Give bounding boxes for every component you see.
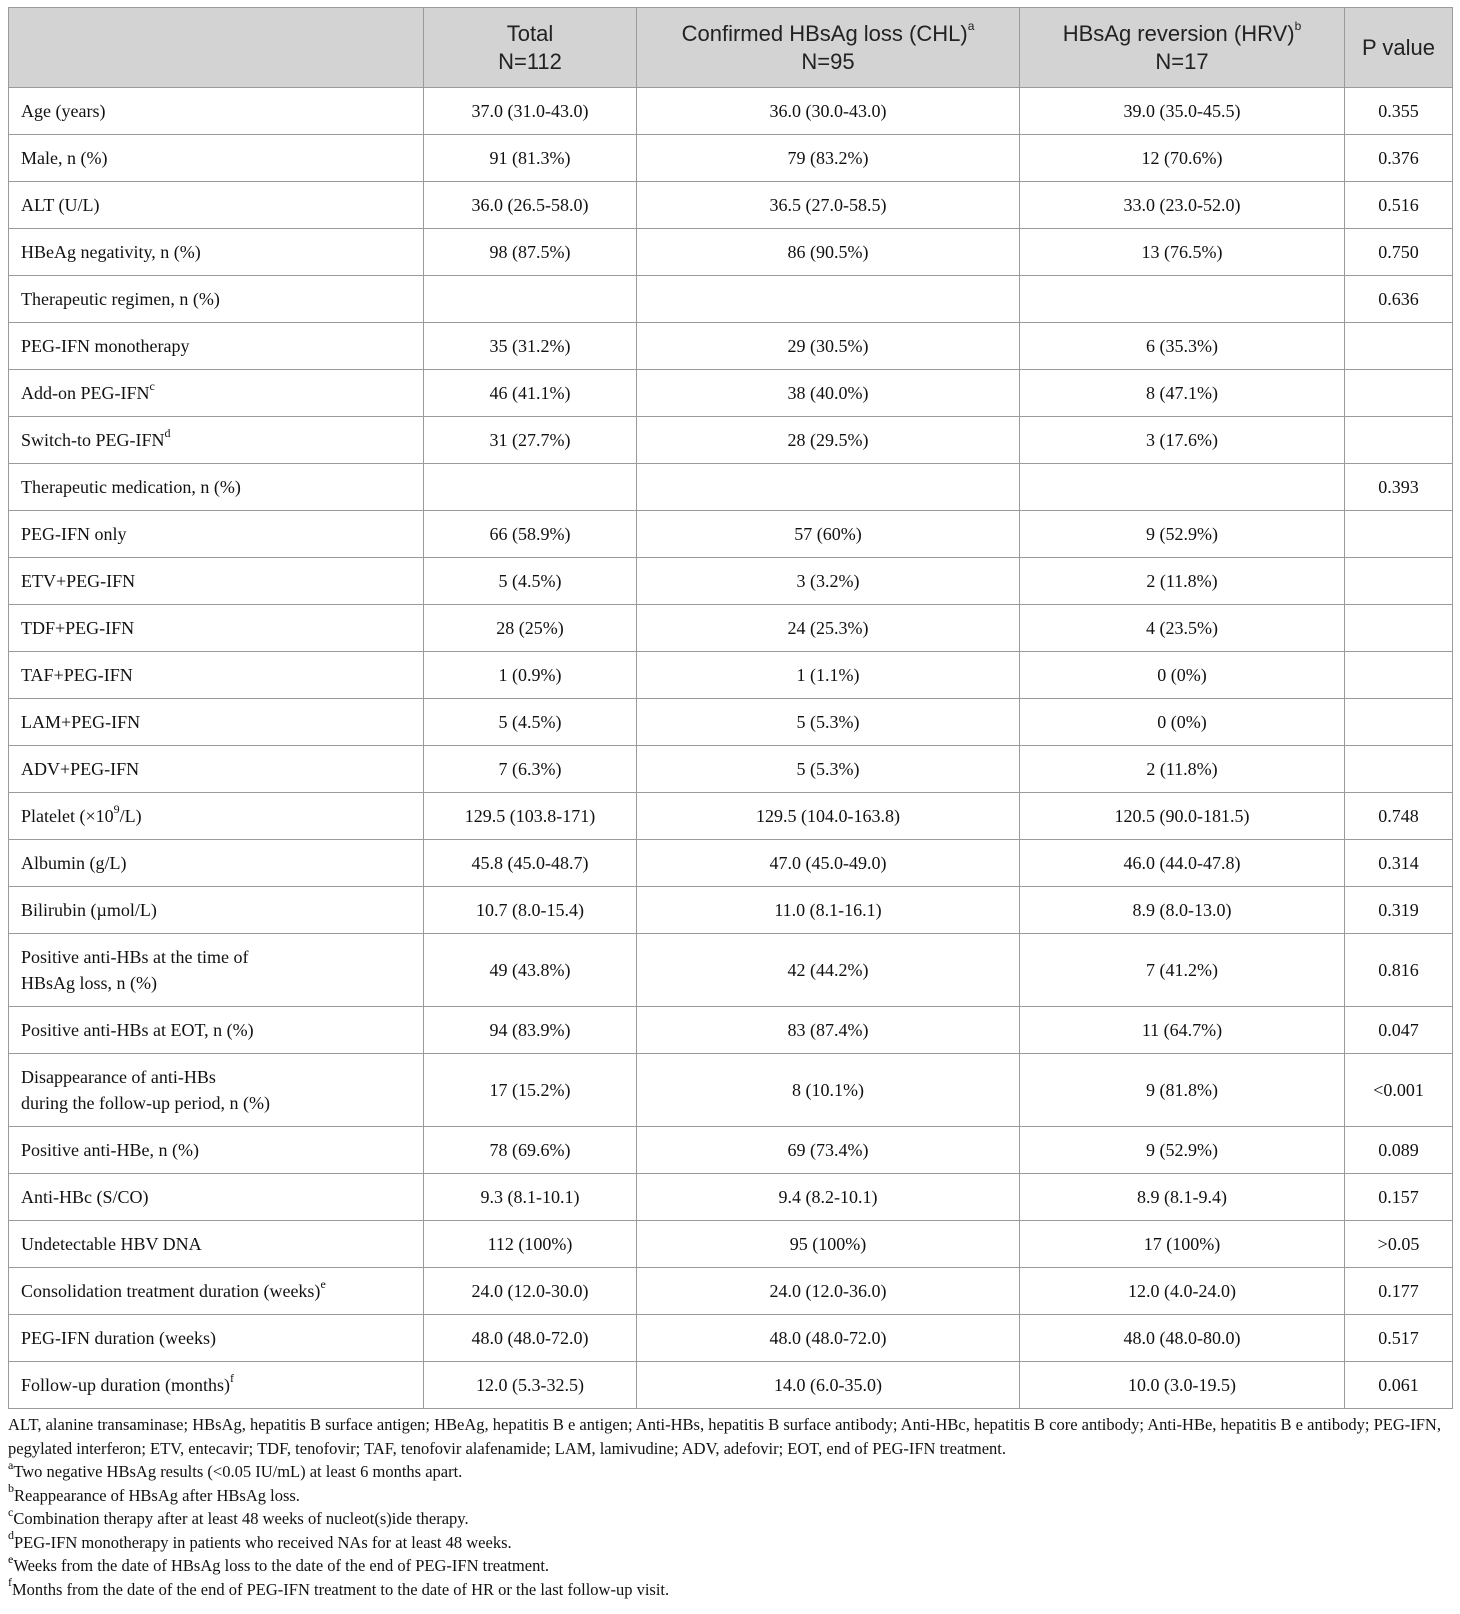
table-row (9, 558, 1453, 605)
cell-hrv: 9 (52.9%) (1020, 1127, 1345, 1174)
cell-total: 24.0 (12.0-30.0) (424, 1268, 637, 1315)
cell-total: 10.7 (8.0-15.4) (424, 887, 637, 934)
table-row (9, 182, 1453, 229)
table-row (9, 793, 1453, 840)
baseline-characteristics-table (8, 7, 1453, 1409)
cell-total: 49 (43.8%) (424, 934, 637, 1007)
cell-p (1345, 370, 1453, 417)
cell-hrv (1020, 276, 1345, 323)
cell-total: 7 (6.3%) (424, 746, 637, 793)
cell-p (1345, 323, 1453, 370)
row-label: Disappearance of anti-HBs during the follow-up period, n (%) (9, 1054, 424, 1127)
cell-chl: 79 (83.2%) (637, 135, 1020, 182)
cell-p: 0.157 (1345, 1174, 1453, 1221)
row-label: ALT (U/L) (9, 182, 424, 229)
cell-hrv: 6 (35.3%) (1020, 323, 1345, 370)
cell-hrv: 120.5 (90.0-181.5) (1020, 793, 1345, 840)
cell-chl: 11.0 (8.1-16.1) (637, 887, 1020, 934)
table-row (9, 229, 1453, 276)
cell-total: 28 (25%) (424, 605, 637, 652)
cell-p: 0.393 (1345, 464, 1453, 511)
table-row (9, 887, 1453, 934)
cell-total: 112 (100%) (424, 1221, 637, 1268)
cell-chl: 24.0 (12.0-36.0) (637, 1268, 1020, 1315)
cell-p: 0.516 (1345, 182, 1453, 229)
cell-p: 0.816 (1345, 934, 1453, 1007)
header-chl-n: N=95 (801, 48, 855, 74)
cell-total: 12.0 (5.3-32.5) (424, 1362, 637, 1409)
row-label: Positive anti-HBs at the time of HBsAg loss, n (%) (9, 934, 424, 1007)
cell-chl: 29 (30.5%) (637, 323, 1020, 370)
table-row (9, 511, 1453, 558)
row-label: Therapeutic regimen, n (%) (9, 276, 424, 323)
cell-total: 9.3 (8.1-10.1) (424, 1174, 637, 1221)
table-row (9, 699, 1453, 746)
cell-p (1345, 605, 1453, 652)
header-label-column (9, 8, 424, 88)
cell-total: 129.5 (103.8-171) (424, 793, 637, 840)
cell-total: 31 (27.7%) (424, 417, 637, 464)
table-row (9, 1127, 1453, 1174)
cell-chl: 8 (10.1%) (637, 1054, 1020, 1127)
cell-hrv: 12.0 (4.0-24.0) (1020, 1268, 1345, 1315)
cell-hrv: 4 (23.5%) (1020, 605, 1345, 652)
cell-total: 35 (31.2%) (424, 323, 637, 370)
row-label: ETV+PEG-IFN (9, 558, 424, 605)
cell-chl (637, 276, 1020, 323)
row-label: Switch-to PEG-IFN$^d$ (9, 417, 424, 464)
cell-hrv: 48.0 (48.0-80.0) (1020, 1315, 1345, 1362)
footnote-abbreviations: ALT, alanine transaminase; HBsAg, hepatitis B surface antigen; HBeAg, hepatitis B e antigen; Anti-HBs, hepatitis B surface antibody; Anti-HBc, hepatitis B core antibody; Anti-HBe, hepatitis B e antibody; PEG-IFN, pegylated interferon; ETV, entecavir; TDF, tenofovir; TAF, tenofovir alafenamide; LAM, lamivudine; ADV, adefovir; EOT, end of PEG-IFN treatment. (8, 1415, 1441, 1458)
table-row (9, 370, 1453, 417)
cell-hrv: 3 (17.6%) (1020, 417, 1345, 464)
cell-chl: 38 (40.0%) (637, 370, 1020, 417)
cell-chl: 3 (3.2%) (637, 558, 1020, 605)
cell-total: 91 (81.3%) (424, 135, 637, 182)
cell-p (1345, 417, 1453, 464)
row-label: TDF+PEG-IFN (9, 605, 424, 652)
cell-p (1345, 699, 1453, 746)
cell-p: >0.05 (1345, 1221, 1453, 1268)
cell-hrv (1020, 464, 1345, 511)
cell-chl: 129.5 (104.0-163.8) (637, 793, 1020, 840)
table-row (9, 1268, 1453, 1315)
cell-p: 0.314 (1345, 840, 1453, 887)
header-hrv-n: N=17 (1155, 48, 1209, 74)
table-row (9, 323, 1453, 370)
cell-hrv: 12 (70.6%) (1020, 135, 1345, 182)
cell-hrv: 2 (11.8%) (1020, 746, 1345, 793)
header-total-n: N=112 (498, 48, 562, 74)
cell-p (1345, 652, 1453, 699)
table-row (9, 652, 1453, 699)
cell-chl: 47.0 (45.0-49.0) (637, 840, 1020, 887)
table-header-row (9, 8, 1453, 88)
cell-p: 0.061 (1345, 1362, 1453, 1409)
cell-total: 36.0 (26.5-58.0) (424, 182, 637, 229)
table-row (9, 417, 1453, 464)
table-row (9, 1315, 1453, 1362)
row-label: Add-on PEG-IFN$^c$ (9, 370, 424, 417)
table-row (9, 840, 1453, 887)
cell-p: 0.047 (1345, 1007, 1453, 1054)
header-chl-name: Confirmed HBsAg loss (CHL) (681, 20, 968, 46)
cell-chl: 86 (90.5%) (637, 229, 1020, 276)
cell-chl: 5 (5.3%) (637, 699, 1020, 746)
cell-chl: 95 (100%) (637, 1221, 1020, 1268)
cell-hrv: 8.9 (8.1-9.4) (1020, 1174, 1345, 1221)
cell-total: 37.0 (31.0-43.0) (424, 88, 637, 135)
cell-hrv: 33.0 (23.0-52.0) (1020, 182, 1345, 229)
cell-p (1345, 746, 1453, 793)
row-label: HBeAg negativity, n (%) (9, 229, 424, 276)
cell-p: 0.636 (1345, 276, 1453, 323)
cell-hrv: 2 (11.8%) (1020, 558, 1345, 605)
cell-p: 0.517 (1345, 1315, 1453, 1362)
table-row (9, 1007, 1453, 1054)
cell-chl: 24 (25.3%) (637, 605, 1020, 652)
cell-chl: 14.0 (6.0-35.0) (637, 1362, 1020, 1409)
table-row (9, 605, 1453, 652)
cell-chl: 36.5 (27.0-58.5) (637, 182, 1020, 229)
cell-hrv: 7 (41.2%) (1020, 934, 1345, 1007)
cell-chl: 36.0 (30.0-43.0) (637, 88, 1020, 135)
table-row (9, 276, 1453, 323)
row-label: PEG-IFN duration (weeks) (9, 1315, 424, 1362)
cell-p: <0.001 (1345, 1054, 1453, 1127)
cell-total: 1 (0.9%) (424, 652, 637, 699)
cell-total: 45.8 (45.0-48.7) (424, 840, 637, 887)
table-row (9, 464, 1453, 511)
footnote-item: $^b$Reappearance of HBsAg after HBsAg loss. (8, 1481, 300, 1505)
cell-hrv: 0 (0%) (1020, 699, 1345, 746)
header-chl-sup: a (967, 19, 975, 34)
cell-chl: 28 (29.5%) (637, 417, 1020, 464)
row-label: Bilirubin (µmol/L) (9, 887, 424, 934)
row-label: Follow-up duration (months)$^f$ (9, 1362, 424, 1409)
cell-p: 0.089 (1345, 1127, 1453, 1174)
cell-p: 0.355 (1345, 88, 1453, 135)
cell-chl: 83 (87.4%) (637, 1007, 1020, 1054)
cell-chl: 5 (5.3%) (637, 746, 1020, 793)
row-label: Male, n (%) (9, 135, 424, 182)
cell-chl: 57 (60%) (637, 511, 1020, 558)
row-label: PEG-IFN only (9, 511, 424, 558)
cell-total: 66 (58.9%) (424, 511, 637, 558)
table-container (8, 7, 1452, 1601)
cell-chl: 48.0 (48.0-72.0) (637, 1315, 1020, 1362)
cell-hrv: 9 (52.9%) (1020, 511, 1345, 558)
row-label: Platelet $(\times 10^9/L)$ (9, 793, 424, 840)
cell-hrv: 17 (100%) (1020, 1221, 1345, 1268)
cell-chl: 1 (1.1%) (637, 652, 1020, 699)
row-label: Therapeutic medication, n (%) (9, 464, 424, 511)
cell-total: 78 (69.6%) (424, 1127, 637, 1174)
row-label: Consolidation treatment duration (weeks)$^e$ (9, 1268, 424, 1315)
footnote-item: $^d$PEG-IFN monotherapy in patients who received NAs for at least 48 weeks. (8, 1528, 512, 1552)
table-row (9, 746, 1453, 793)
cell-total: 17 (15.2%) (424, 1054, 637, 1127)
header-chl (637, 8, 1020, 88)
table-row (9, 88, 1453, 135)
table-row (9, 1174, 1453, 1221)
footnote-list (8, 1457, 1452, 1601)
table-footnotes (8, 1413, 1452, 1601)
cell-p (1345, 558, 1453, 605)
cell-hrv: 39.0 (35.0-45.5) (1020, 88, 1345, 135)
row-label: ADV+PEG-IFN (9, 746, 424, 793)
footnote-item: $^e$Weeks from the date of HBsAg loss to the date of the end of PEG-IFN treatment. (8, 1551, 550, 1575)
cell-chl: 9.4 (8.2-10.1) (637, 1174, 1020, 1221)
cell-total: 5 (4.5%) (424, 558, 637, 605)
table-row (9, 135, 1453, 182)
cell-hrv: 10.0 (3.0-19.5) (1020, 1362, 1345, 1409)
footnote-item: $^f$Months from the date of the end of PEG-IFN treatment to the date of HR or the last follow-up visit. (8, 1575, 670, 1599)
row-label: LAM+PEG-IFN (9, 699, 424, 746)
cell-total: 98 (87.5%) (424, 229, 637, 276)
row-label: Albumin (g/L) (9, 840, 424, 887)
cell-p: 0.319 (1345, 887, 1453, 934)
cell-p (1345, 511, 1453, 558)
cell-hrv: 8.9 (8.0-13.0) (1020, 887, 1345, 934)
table-row (9, 1054, 1453, 1127)
footnote-item: $^c$Combination therapy after at least 48 weeks of nucleot(s)ide therapy. (8, 1504, 469, 1528)
cell-total (424, 464, 637, 511)
table-body (9, 88, 1453, 1409)
cell-hrv: 8 (47.1%) (1020, 370, 1345, 417)
header-total-name: Total (506, 20, 554, 46)
table-row (9, 1362, 1453, 1409)
row-label: TAF+PEG-IFN (9, 652, 424, 699)
cell-p: 0.376 (1345, 135, 1453, 182)
cell-hrv: 9 (81.8%) (1020, 1054, 1345, 1127)
cell-hrv: 0 (0%) (1020, 652, 1345, 699)
row-label: Anti-HBc (S/CO) (9, 1174, 424, 1221)
cell-p: 0.748 (1345, 793, 1453, 840)
cell-total: 46 (41.1%) (424, 370, 637, 417)
table-row (9, 1221, 1453, 1268)
row-label: Positive anti-HBs at EOT, n (%) (9, 1007, 424, 1054)
header-p-value: P value (1345, 8, 1453, 88)
header-total (424, 8, 637, 88)
row-label: Positive anti-HBe, n (%) (9, 1127, 424, 1174)
cell-total (424, 276, 637, 323)
cell-chl: 69 (73.4%) (637, 1127, 1020, 1174)
row-label: PEG-IFN monotherapy (9, 323, 424, 370)
cell-hrv: 11 (64.7%) (1020, 1007, 1345, 1054)
footnote-item: $^a$Two negative HBsAg results (<0.05 IU/mL) at least 6 months apart. (8, 1457, 463, 1481)
header-hrv-sup: b (1294, 19, 1302, 34)
cell-hrv: 13 (76.5%) (1020, 229, 1345, 276)
cell-chl: 42 (44.2%) (637, 934, 1020, 1007)
row-label: Undetectable HBV DNA (9, 1221, 424, 1268)
cell-total: 5 (4.5%) (424, 699, 637, 746)
cell-total: 48.0 (48.0-72.0) (424, 1315, 637, 1362)
header-hrv-name: HBsAg reversion (HRV) (1062, 20, 1295, 46)
cell-hrv: 46.0 (44.0-47.8) (1020, 840, 1345, 887)
cell-p: 0.177 (1345, 1268, 1453, 1315)
cell-p: 0.750 (1345, 229, 1453, 276)
header-hrv (1020, 8, 1345, 88)
table-row (9, 934, 1453, 1007)
cell-chl (637, 464, 1020, 511)
cell-total: 94 (83.9%) (424, 1007, 637, 1054)
row-label: Age (years) (9, 88, 424, 135)
